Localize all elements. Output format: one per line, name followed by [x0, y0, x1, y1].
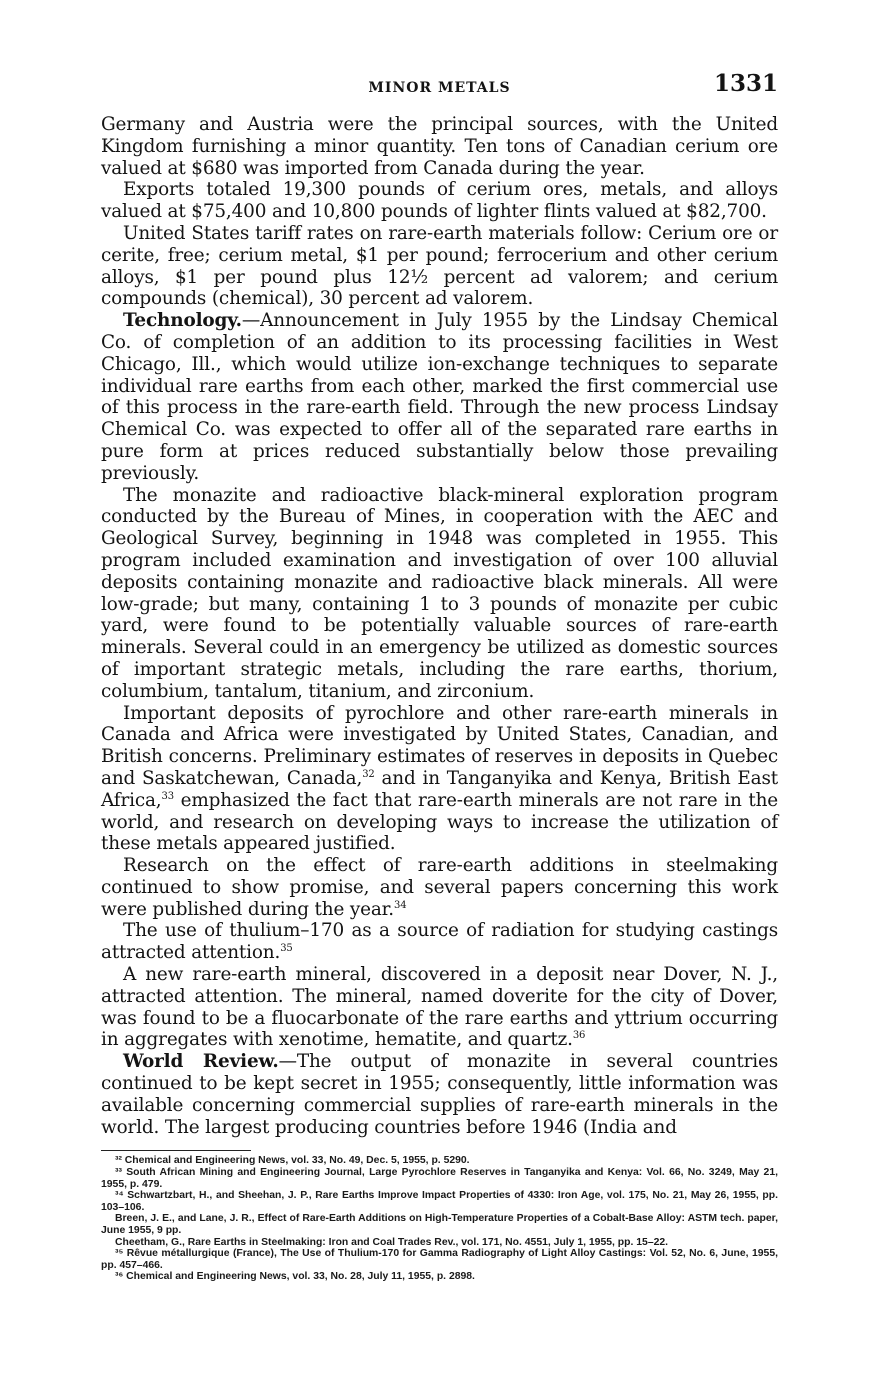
paragraph-6 [101, 703, 778, 856]
paragraph-world-review-text: —The output of monazite in several countries continued to be kept secret in 1955; consequently, little information was available concerning commercial supplies of rare-earth minerals in the world. The largest producing countries before 1946 (India and [101, 1051, 778, 1138]
paragraph-8-text: The use of thulium–170 as a source of radiation for studying castings attracted attention. [101, 920, 778, 964]
paragraph-3: United States tariff rates on rare-earth materials follow: Cerium ore or cerite, free; cerium metal, $1 per pound; ferrocerium and other cerium alloys, $1 per pound plus 12½ percent ad valorem; and cerium compounds (chemical), 30 percent ad valorem. [101, 222, 778, 310]
footnote-34-breen: Breen, J. E., and Lane, J. R., Effect of Rare-Earth Additions on High-Temperature Properties of a Cobalt-Base Alloy: ASTM tech. paper, June 1955, 9 pp. [101, 1213, 778, 1237]
footnote-36: ³⁶ Chemical and Engineering News, vol. 33, No. 28, July 11, 1955, p. 2898. [115, 1271, 475, 1283]
footnote-33: ³³ South African Mining and Engineering Journal, Large Pyrochlore Reserves in Tanganyika and Kenya: Vol. 66, No. 3249, May 21, 1955, p. 479. [101, 1167, 778, 1190]
footnote-divider [101, 1150, 251, 1151]
footnote-ref-32: 32 [362, 768, 375, 780]
page-header [101, 70, 778, 104]
paragraph-7-text: Research on the effect of rare-earth additions in steelmaking continued to show promise, and several papers concerning this work were published during the year. [101, 855, 778, 920]
paragraph-5: The monazite and radioactive black-mineral exploration program conducted by the Bureau of Mines, in cooperation with the AEC and Geological Survey, beginning in 1948 was completed in 1955. This program included examination and investigation of over 100 alluvial deposits containing monazite and radioactive black minerals. All were low-grade; but many, containing 1 to 3 pounds of monazite per cubic yard, were found to be potentially valuable sources of rare-earth minerals. Several could in an emergency be utilized as domestic sources of important strategic metals, including the rare earths, thorium, columbium, tantalum, titanium, and zirconium. [101, 484, 778, 702]
paragraph-8 [101, 920, 778, 964]
page-number: 1331 [713, 70, 778, 97]
footnote-34-cheetham: Cheetham, G., Rare Earths in Steelmaking: Iron and Coal Trades Rev., vol. 171, No. 4551, July 1, 1955, pp. 15–22. [115, 1236, 669, 1248]
section-heading-technology: Technology. [123, 310, 242, 332]
document-page [101, 70, 778, 1283]
paragraph-6-text-c: emphasized the fact that rare-earth minerals are not rare in the world, and research on developing ways to increase the utilization of these metals appeared justified. [101, 789, 778, 855]
paragraph-technology [101, 310, 778, 484]
section-heading-world-review: World Review. [123, 1051, 279, 1073]
paragraph-9-text: A new rare-earth mineral, discovered in a deposit near Dover, N. J., attracted attention. The mineral, named doverite for the city of Dover, was found to be a fluocarbonate of the rare earths and yttrium occurring in aggregates with xenotime, hematite, and quartz. [101, 964, 778, 1051]
paragraph-technology-text: —Announcement in July 1955 by the Lindsay Chemical Co. of completion of an addition to its processing facilities in West Chicago, Ill., which would utilize ion-exchange techniques to separate individual rare earths from each other, marked the first commercial use of this process in the rare-earth field. Through the new process Lindsay Chemical Co. was expected to offer all of the separated rare earths in pure form at prices reduced substantially below those prevailing previously. [101, 310, 778, 484]
footnote-ref-35: 35 [280, 943, 293, 955]
footnote-35: ³⁵ Rêvue métallurgique (France), The Use of Thulium-170 for Gamma Radiography of Light Alloy Castings: Vol. 52, No. 6, June, 1955, pp. 457–466. [101, 1248, 778, 1271]
paragraph-1: Germany and Austria were the principal sources, with the United Kingdom furnishing a minor quantity. Ten tons of Canadian cerium ore valued at $680 was imported from Canada during the year. [101, 114, 778, 179]
footnote-ref-36: 36 [572, 1030, 586, 1042]
paragraph-2: Exports totaled 19,300 pounds of cerium ores, metals, and alloys valued at $75,400 and 10,800 pounds of lighter flints valued at $82,700. [101, 179, 778, 223]
body-text [101, 114, 778, 1138]
footnote-34: ³⁴ Schwartzbart, H., and Sheehan, J. P., Rare Earths Improve Impact Properties of 4330: Iron Age, vol. 175, No. 21, May 26, 1955, pp. 103–106. [101, 1190, 778, 1213]
paragraph-9 [101, 964, 778, 1051]
paragraph-world-review [101, 1051, 778, 1138]
paragraph-6-text-a: Important deposits of pyrochlore and other rare-earth minerals in Canada and Africa were investigated by United States, Canadian, and British concerns. Preliminary estimates of reserves in deposits in Quebec and Saskatchewan, Canada, [101, 702, 778, 789]
footnote-ref-33: 33 [161, 790, 174, 802]
footnotes [101, 1155, 778, 1283]
footnote-32: ³² Chemical and Engineering News, vol. 33, No. 49, Dec. 5, 1955, p. 5290. [115, 1155, 470, 1167]
paragraph-7 [101, 855, 778, 920]
running-title: MINOR METALS [368, 80, 511, 96]
footnote-ref-34: 34 [394, 899, 407, 911]
paragraph-6-text-b: and in Tanganyika and Kenya, British East Africa, [101, 767, 779, 811]
